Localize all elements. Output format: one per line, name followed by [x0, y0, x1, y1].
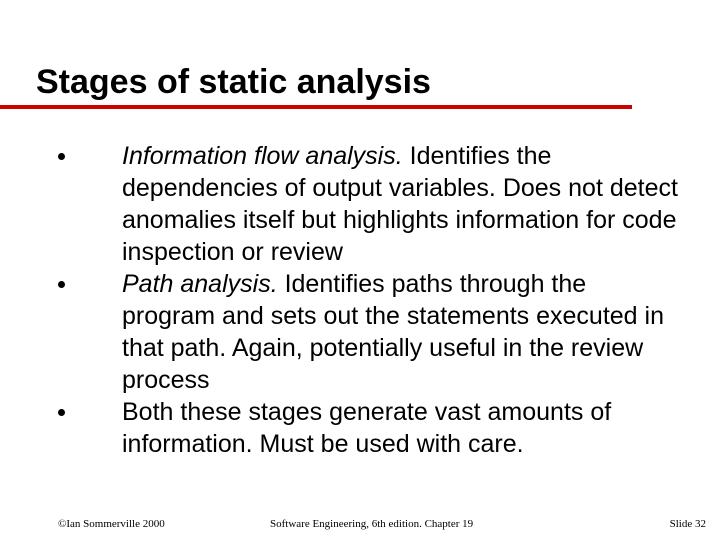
title-underline [0, 105, 632, 109]
slide-title: Stages of static analysis [36, 63, 431, 101]
bullet-text: Identifies paths through the program and sets out the statements executed in that path. Again, potentially useful in the review process [122, 270, 664, 394]
bullet-item-both-stages [56, 396, 686, 460]
bullet-icon [58, 409, 65, 416]
bullet-lead: Information flow analysis. [122, 142, 403, 170]
bullet-text: Both these stages generate vast amounts of information. Must be used with care. [122, 398, 612, 458]
bullet-icon [58, 281, 65, 288]
footer-slide-number: Slide 32 [669, 518, 706, 530]
bullet-list [56, 140, 686, 460]
bullet-item-information-flow [56, 140, 686, 268]
bullet-icon [58, 153, 65, 160]
footer-copyright: ©Ian Sommerville 2000 [58, 518, 165, 530]
bullet-lead: Path analysis. [122, 270, 278, 298]
bullet-text: Identifies the dependencies of output variables. Does not detect anomalies itself but highlights information for code inspection or review [122, 142, 678, 266]
footer-book-title: Software Engineering, 6th edition. Chapter 19 [270, 518, 474, 530]
bullet-item-path-analysis [56, 268, 686, 396]
